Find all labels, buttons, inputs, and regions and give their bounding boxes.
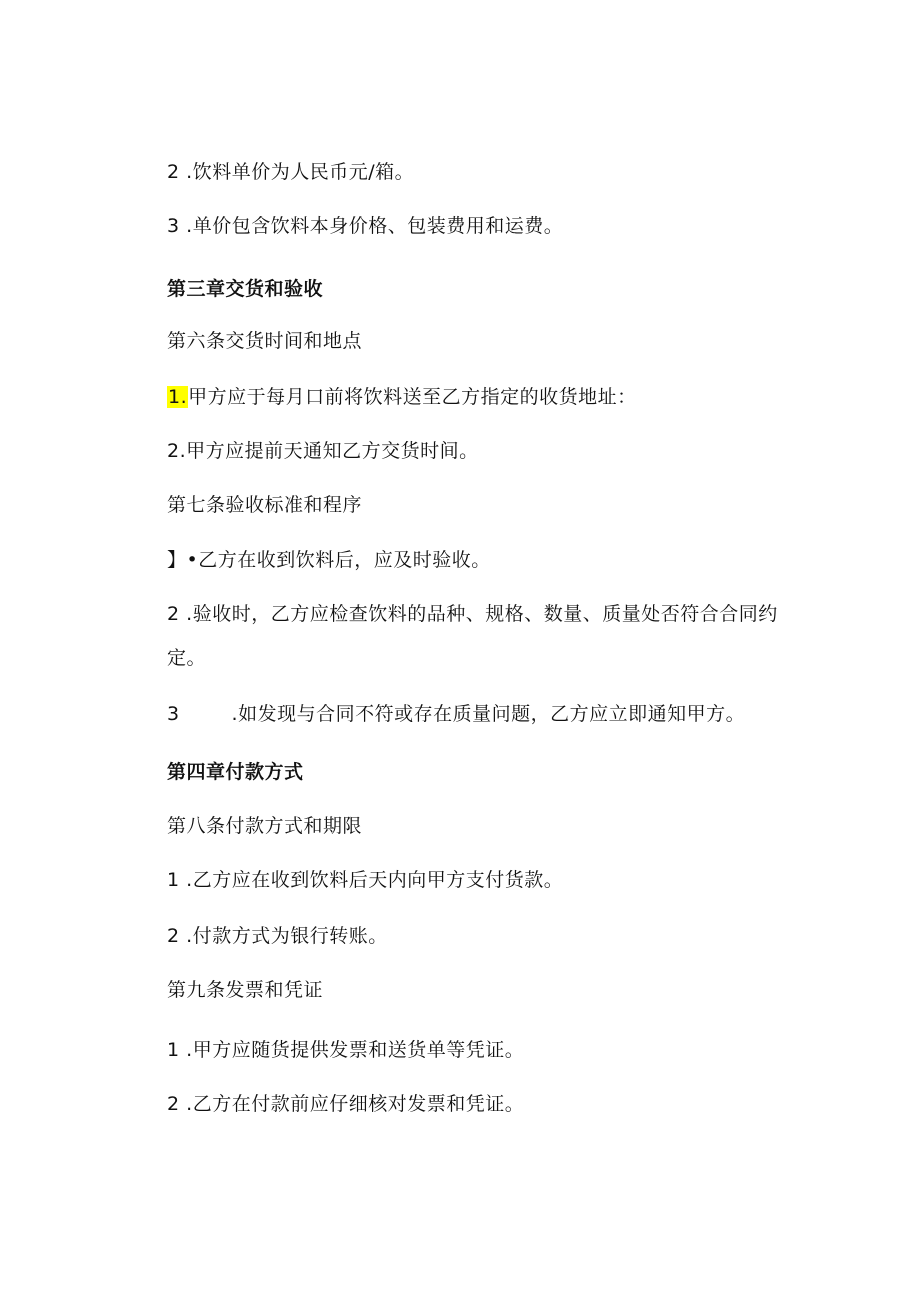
price-item-2 <box>167 158 414 186</box>
item-text: 饮料单价为人民币元/箱。 <box>192 161 415 183</box>
item-number: 2 <box>167 603 180 625</box>
item-number: 1 <box>167 869 180 891</box>
item-text: 乙方在付款前应仔细核对发票和凭证。 <box>192 1093 525 1115</box>
item-separator: . <box>179 925 193 947</box>
article-heading-eight: 第八条付款方式和期限 <box>167 815 363 837</box>
item-number: 2 <box>167 925 180 947</box>
item-text: 付款方式为银行转账。 <box>192 925 388 947</box>
chapter-heading-delivery: 第三章交货和验收 <box>167 278 324 300</box>
payment-item-1 <box>167 866 563 894</box>
item-text: 如发现与合同不符或存在质量问题，乙方应立即通知甲方。 <box>238 703 746 725</box>
chapter-heading-payment: 第四章付款方式 <box>167 761 304 783</box>
highlighted-number: 1. <box>168 386 188 408</box>
article-heading-six: 第六条交货时间和地点 <box>167 330 363 352</box>
item-number: 2 <box>167 161 180 183</box>
item-text: 乙方应在收到饮料后天内向甲方支付货款。 <box>192 869 564 891</box>
item-number: 2 <box>167 1093 180 1115</box>
item-separator: . <box>179 215 193 237</box>
item-separator: . <box>179 603 193 625</box>
item-number: 3 <box>167 215 180 237</box>
item-number: 】• <box>167 549 199 571</box>
invoice-item-2 <box>167 1090 524 1118</box>
inspection-item-1 <box>167 546 491 574</box>
article-heading-nine: 第九条发票和凭证 <box>167 979 324 1001</box>
item-separator: . <box>179 1093 193 1115</box>
delivery-item-1 <box>167 383 637 411</box>
price-item-3 <box>167 212 563 240</box>
item-text: 验收时，乙方应检查饮料的品种、规格、数量、质量处否符合合同约定。 <box>167 603 778 669</box>
item-text: 甲方应于每月口前将饮料送至乙方指定的收货地址： <box>188 386 637 408</box>
invoice-item-1 <box>167 1036 524 1064</box>
item-separator: . <box>179 161 193 183</box>
inspection-item-2 <box>167 592 792 680</box>
item-text: 乙方在收到饮料后，应及时验收。 <box>198 549 491 571</box>
item-text: 单价包含饮料本身价格、包装费用和运费。 <box>192 215 564 237</box>
inspection-item-3 <box>167 700 745 728</box>
item-separator: . <box>179 869 193 891</box>
item-text: 甲方应提前天通知乙方交货时间。 <box>186 440 479 462</box>
article-heading-seven: 第七条验收标准和程序 <box>167 494 363 516</box>
item-number: 3 <box>167 703 180 725</box>
item-text: 甲方应随货提供发票和送货单等凭证。 <box>192 1039 525 1061</box>
item-separator: . <box>225 703 239 725</box>
delivery-item-2 <box>167 437 479 465</box>
payment-item-2 <box>167 922 388 950</box>
item-number: 2. <box>167 440 187 462</box>
item-number: 1 <box>167 1039 180 1061</box>
item-separator: . <box>179 1039 193 1061</box>
